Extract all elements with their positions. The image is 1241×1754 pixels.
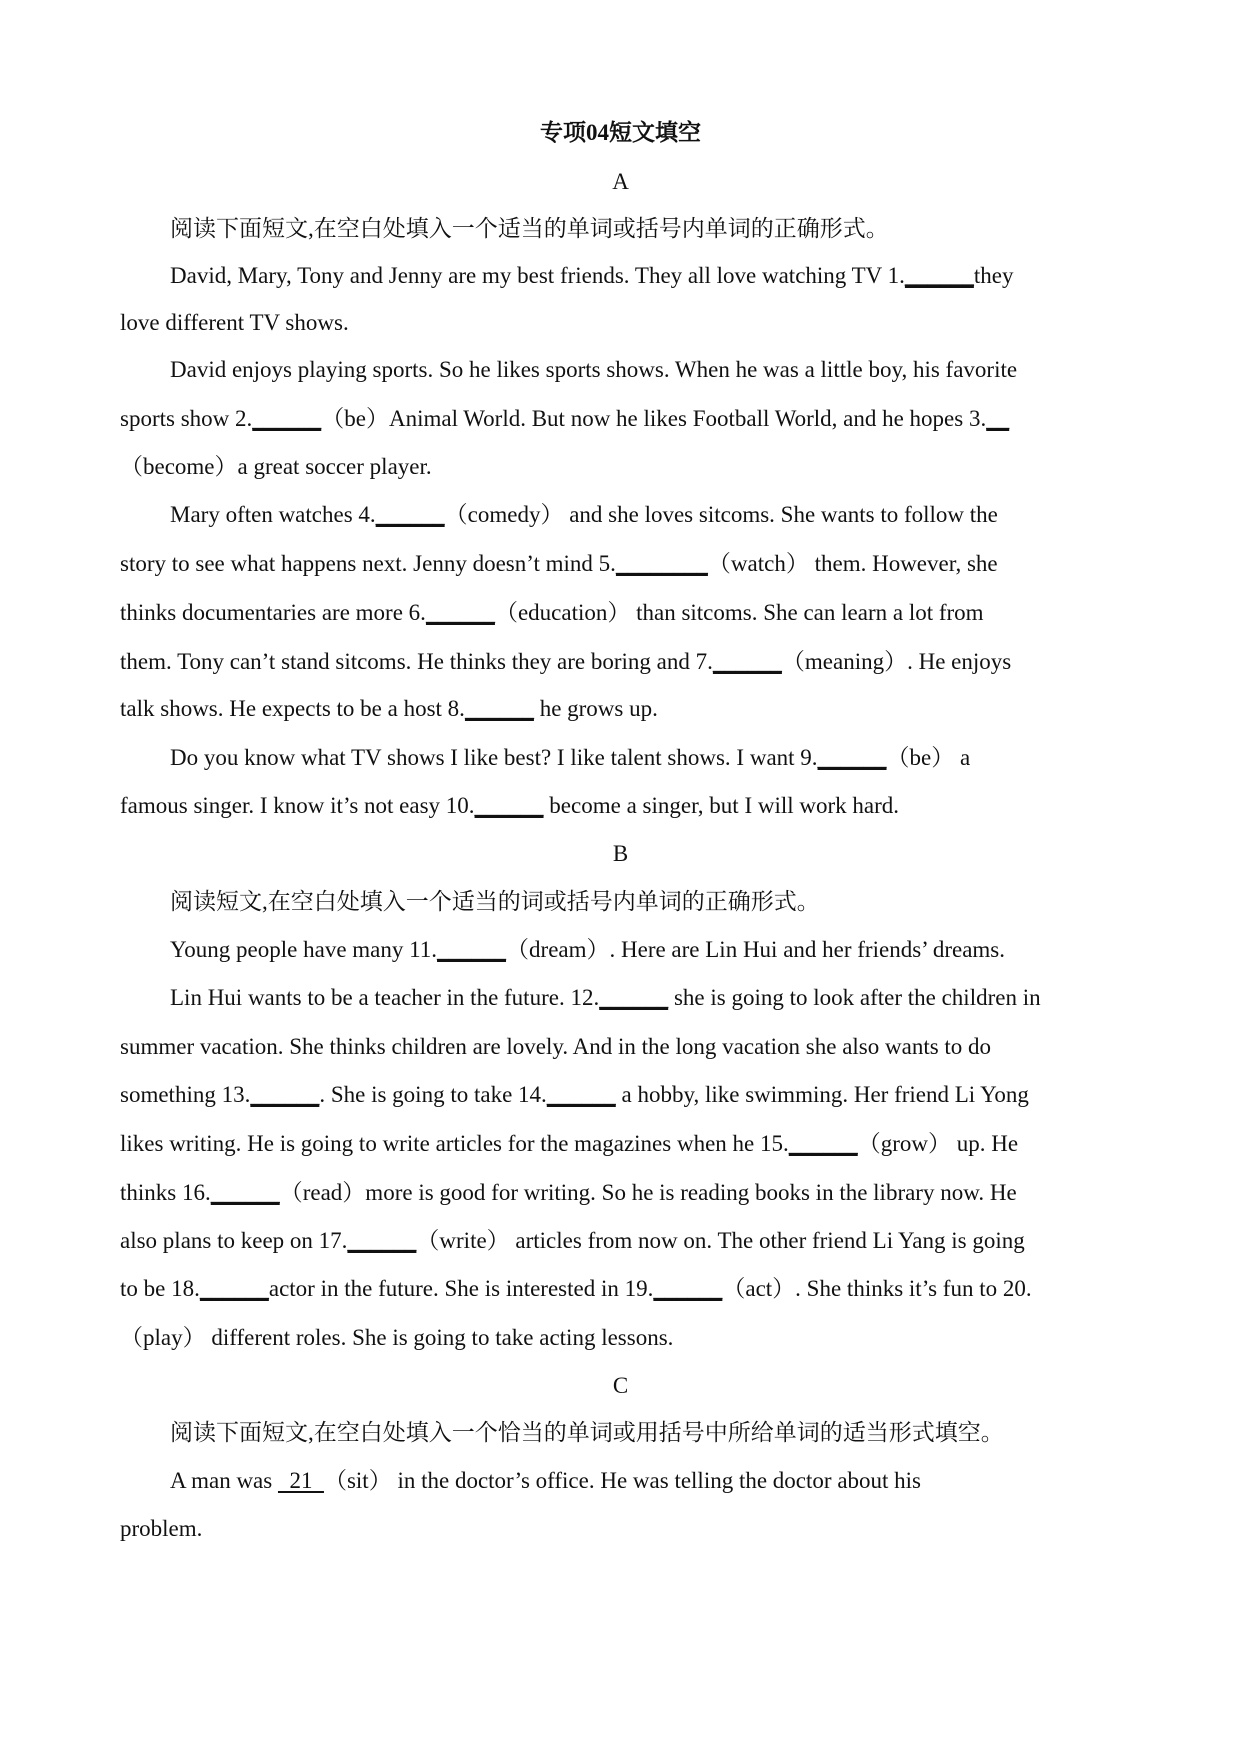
- line-text: （become）a great soccer player.: [120, 454, 432, 479]
- page-title: 专项04短文填空: [540, 120, 701, 145]
- blank-13[interactable]: ______: [250, 1082, 320, 1107]
- blank-21[interactable]: 21: [277, 1468, 324, 1493]
- line-text: David enjoys playing sports. So he likes sports shows. When he was a little boy, his favorite: [170, 357, 1018, 382]
- line-text: they: [973, 263, 1014, 288]
- line-text: become a singer, but I will work hard.: [543, 793, 900, 818]
- passage-a-line: [120, 549, 998, 579]
- blank-16[interactable]: ______: [210, 1180, 280, 1205]
- line-text: love different TV shows.: [120, 310, 349, 335]
- line-text: Young people have many 11.: [170, 937, 438, 962]
- blank-4[interactable]: ______: [375, 502, 445, 527]
- line-text: （be）Animal World. But now he likes Football World, and he hopes 3.: [321, 406, 987, 431]
- passage-c-line: [120, 1514, 202, 1544]
- line-text: （meaning）. He enjoys: [781, 649, 1012, 674]
- passage-a-line: [120, 791, 899, 821]
- passage-a-line: [170, 743, 970, 773]
- passage-a-line: [170, 261, 1014, 291]
- line-text: （watch） them. However, she: [707, 551, 998, 576]
- blank-14[interactable]: ______: [546, 1082, 616, 1107]
- line-text: thinks 16.: [120, 1180, 211, 1205]
- passage-a-line: [120, 598, 984, 628]
- blank-8[interactable]: ______: [464, 696, 534, 721]
- line-text: summer vacation. She thinks children are lovely. And in the long vacation she also wants to do: [120, 1034, 992, 1059]
- passage-a-line: [170, 500, 998, 530]
- line-text: talk shows. He expects to be a host 8.: [120, 696, 465, 721]
- blank-6[interactable]: ______: [425, 600, 495, 625]
- passage-b-line: [170, 935, 1005, 965]
- blank-12[interactable]: ______: [599, 985, 669, 1010]
- section-a-label: A: [612, 169, 629, 194]
- passage-b-line: [120, 1178, 1017, 1208]
- blank-18[interactable]: ______: [199, 1276, 269, 1301]
- blank-17[interactable]: ______: [347, 1228, 417, 1253]
- line-text: story to see what happens next. Jenny doesn’t mind 5.: [120, 551, 616, 576]
- line-text: likes writing. He is going to write articles for the magazines when he 15.: [120, 1131, 789, 1156]
- passage-a-line: [170, 355, 1017, 385]
- section-b-label: B: [612, 841, 629, 866]
- line-text: a hobby, like swimming. Her friend Li Yong: [615, 1082, 1029, 1107]
- passage-b-line: [120, 1274, 1032, 1304]
- line-text: problem.: [120, 1516, 203, 1541]
- line-text: （play） different roles. She is going to take acting lessons.: [120, 1325, 674, 1350]
- blank-19[interactable]: ______: [653, 1276, 723, 1301]
- line-text: . She is going to take 14.: [319, 1082, 547, 1107]
- section-c-label: C: [612, 1373, 629, 1398]
- passage-c-line: [170, 1466, 921, 1496]
- line-text: famous singer. I know it’s not easy 10.: [120, 793, 475, 818]
- passage-a-line: [120, 647, 1011, 677]
- blank-5[interactable]: ________: [615, 551, 708, 576]
- passage-a-line: [120, 404, 1009, 434]
- line-text: （sit） in the doctor’s office. He was telling the doctor about his: [323, 1468, 922, 1493]
- line-text: （write） articles from now on. The other friend Li Yang is going: [416, 1228, 1025, 1253]
- blank-15[interactable]: ______: [788, 1131, 858, 1156]
- line-text: actor in the future. She is interested in 19.: [268, 1276, 654, 1301]
- blank-2[interactable]: ______: [252, 406, 322, 431]
- line-text: （act）. She thinks it’s fun to 20.: [722, 1276, 1032, 1301]
- passage-b-line: [120, 1080, 1029, 1110]
- passage-b-line: [120, 1323, 673, 1353]
- passage-a-line: [120, 452, 432, 482]
- passage-b-line: [120, 1129, 1018, 1159]
- blank-10[interactable]: ______: [474, 793, 544, 818]
- passage-b-line: [120, 1032, 991, 1062]
- line-text: （be） a: [886, 745, 971, 770]
- line-text: them. Tony can’t stand sitcoms. He thinks they are boring and 7.: [120, 649, 713, 674]
- blank-7[interactable]: ______: [712, 649, 782, 674]
- passage-b-line: [120, 1226, 1025, 1256]
- passage-a-line: [120, 694, 658, 724]
- line-text: something 13.: [120, 1082, 251, 1107]
- line-text: （grow） up. He: [857, 1131, 1019, 1156]
- passage-b-line: [170, 983, 1041, 1013]
- line-text: to be 18.: [120, 1276, 200, 1301]
- passage-a-line: [120, 308, 349, 338]
- line-text: Mary often watches 4.: [170, 502, 376, 527]
- line-text: she is going to look after the children in: [668, 985, 1041, 1010]
- line-text: David, Mary, Tony and Jenny are my best friends. They all love watching TV 1.: [170, 263, 905, 288]
- blank-11[interactable]: ______: [437, 937, 507, 962]
- blank-3[interactable]: __: [986, 406, 1010, 431]
- line-text: thinks documentaries are more 6.: [120, 600, 426, 625]
- line-text: Do you know what TV shows I like best? I like talent shows. I want 9.: [170, 745, 818, 770]
- line-text: he grows up.: [533, 696, 658, 721]
- blank-1[interactable]: ______: [904, 263, 974, 288]
- blank-9[interactable]: ______: [817, 745, 887, 770]
- section-c-instruction: 阅读下面短文,在空白处填入一个恰当的单词或用括号中所给单词的适当形式填空。: [170, 1420, 1004, 1445]
- line-text: sports show 2.: [120, 406, 253, 431]
- section-a-instruction: 阅读下面短文,在空白处填入一个适当的单词或括号内单词的正确形式。: [170, 216, 889, 241]
- line-text: Lin Hui wants to be a teacher in the future. 12.: [170, 985, 600, 1010]
- line-text: （dream）. Here are Lin Hui and her friends’ dreams.: [506, 937, 1006, 962]
- line-text: also plans to keep on 17.: [120, 1228, 348, 1253]
- line-text: （comedy） and she loves sitcoms. She wants to follow the: [444, 502, 998, 527]
- line-text: （read）more is good for writing. So he is reading books in the library now. He: [279, 1180, 1017, 1205]
- section-b-instruction: 阅读短文,在空白处填入一个适当的词或括号内单词的正确形式。: [170, 889, 820, 914]
- line-text: A man was: [170, 1468, 278, 1493]
- line-text: （education） than sitcoms. She can learn a lot from: [494, 600, 984, 625]
